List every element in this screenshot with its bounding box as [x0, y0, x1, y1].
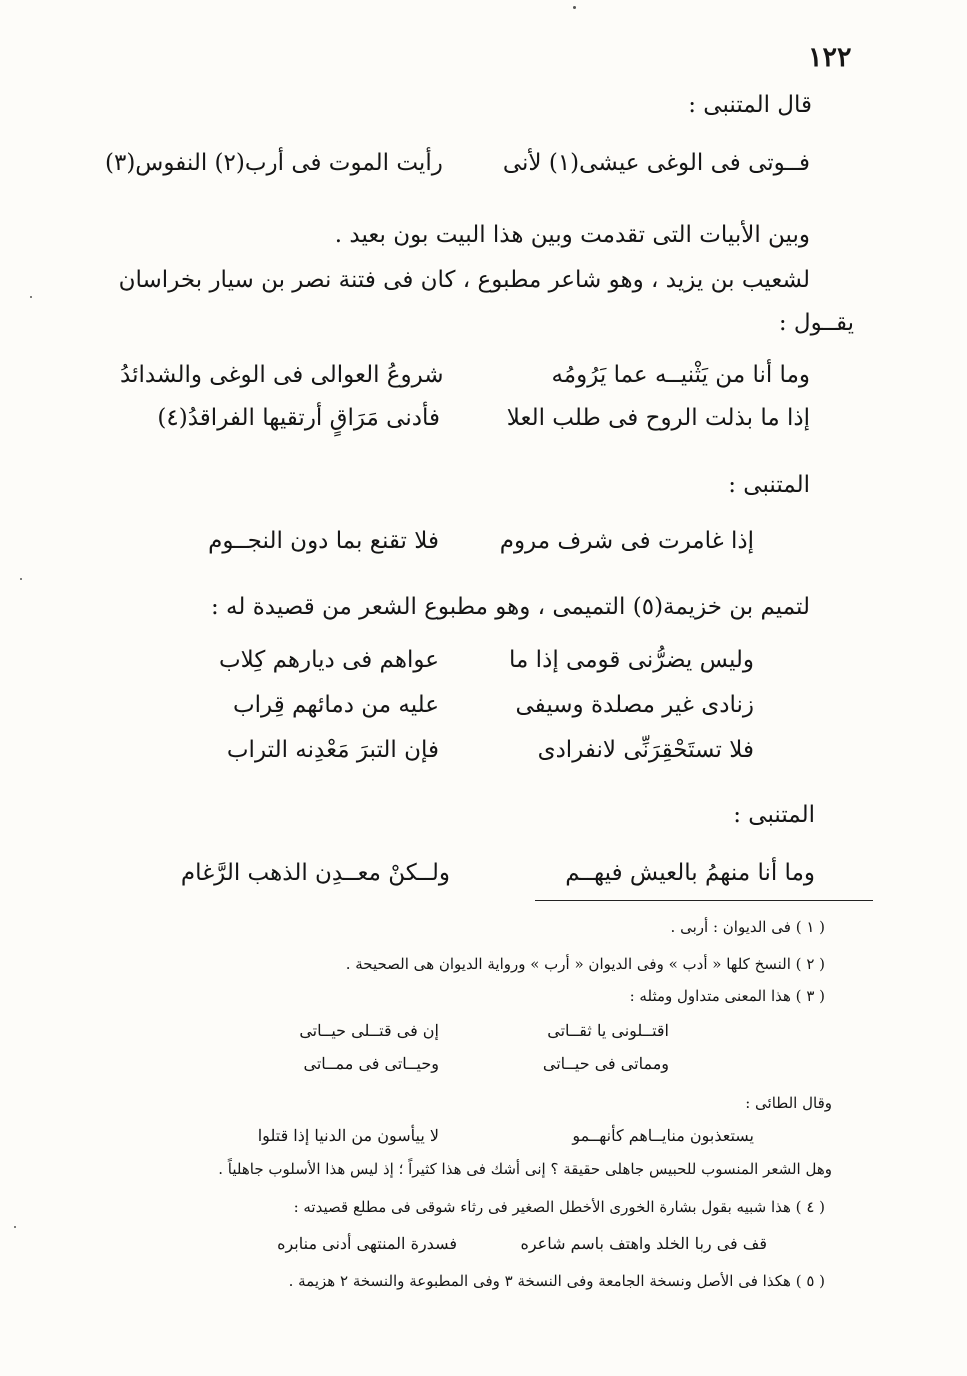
verse-hemistich: إذا ما بذلت الروح فى طلب العلا: [506, 405, 810, 431]
footnote-3-tai: وقال الطائى :: [745, 1094, 832, 1112]
speaker-line: المتنبى :: [728, 472, 810, 498]
verse-hemistich: وحيــاتى فى ممــاتى: [303, 1054, 439, 1073]
verse-hemistich: فأدنى مَرَاقٍ أرتقيها الفراقدُ(٤): [157, 405, 440, 431]
verse-hemistich: لا ييأسون من الدنيا إذا قتلوا: [257, 1126, 439, 1145]
verse-hemistich: قف فى ربا الخلد واهتف باسم شاعره: [520, 1234, 767, 1253]
scan-speck: [30, 296, 32, 298]
verse-hemistich: وليس يضرُّنى قومى إذا ما: [509, 647, 754, 673]
scan-speck: [14, 1226, 16, 1228]
footnote-3: ( ٣ ) هذا المعنى متداول ومثله :: [629, 987, 825, 1005]
footnote-separator: [535, 900, 873, 901]
verse-hemistich: ولــكنْ معــدِن الذهب الرَّغام: [180, 860, 450, 886]
verse-hemistich: فإن التبرَ مَعْدِنه التراب: [226, 737, 439, 763]
speaker-line: المتنبى :: [733, 802, 815, 828]
footnote-3-note: وهل الشعر المنسوب للحبيس جاهلى حقيقة ؟ إنى أشك فى هذا كثيراً ؛ إذ ليس هذا الأسلوب جاهلياً .: [218, 1160, 832, 1178]
footnote-4: ( ٤ ) هذا شبيه بقول بشارة الخورى الأخطل الصغير فى رثاء شوقى فى مطلع قصيدته :: [293, 1198, 825, 1216]
prose-line: يقــول :: [778, 310, 854, 336]
prose-line: وبين الأبيات التى تقدمت وبين هذا البيت بون بعيد .: [334, 222, 810, 248]
speaker-line: قال المتنبى :: [688, 92, 812, 118]
verse-hemistich: اقتــلونى يا ثقــاتى: [547, 1021, 669, 1040]
footnote-2: ( ٢ ) النسخ كلها « أدب » وفى الديوان « أرب » ورواية الديوان هى الصحيحة .: [345, 955, 825, 973]
footnote-5: ( ٥ ) هكذا فى الأصل ونسخة الجامعة وفى النسخة ٣ وفى المطبوعة والنسخة ٢ هزيمة .: [288, 1272, 825, 1290]
verse-hemistich: إذا غامرت فى شرف مروم: [499, 528, 754, 554]
verse-hemistich: عليه من دمائهم قِراب: [233, 692, 439, 718]
prose-line: لتميم بن خزيمة(٥) التميمى ، وهو مطبوع الشعر من قصيدة له :: [210, 594, 810, 620]
footnote-verse: [187, 1233, 767, 1255]
footnote-1: ( ١ ) فى الديوان : أربى .: [670, 918, 825, 936]
scan-speck: [20, 578, 22, 580]
verse-1: [104, 148, 810, 178]
scan-speck: [573, 6, 576, 9]
verse-6: [154, 690, 754, 720]
verse-hemistich: عواهم فى ديارهم كِلاب: [218, 647, 439, 673]
verse-7: [154, 735, 754, 765]
footnote-verse: [174, 1125, 754, 1147]
verse-4: [154, 526, 754, 556]
prose-line: لشعيب بن يزيد ، وهو شاعر مطبوع ، كان فى فتنة نصر بن سيار بخراسان: [118, 267, 810, 293]
verse-hemistich: فسدرة المنتهى أدنى منابره: [277, 1234, 457, 1253]
verse-5: [154, 645, 754, 675]
verse-hemistich: زنادى غير مصلدة وسيفى: [515, 692, 754, 718]
verse-hemistich: فلا تقنع بما دون النجــوم: [208, 528, 439, 554]
verse-2: [120, 360, 810, 390]
footnote-verse: [249, 1020, 669, 1042]
verse-hemistich: فلا تستَحْقِرَنِّى لانفرادى: [537, 737, 754, 763]
verse-8: [115, 858, 815, 888]
verse-hemistich: رأيت الموت فى أرب(٢) النفوس(٣): [104, 150, 443, 176]
verse-hemistich: وما أنا منهمُ بالعيش فيهــم: [565, 860, 815, 886]
verse-hemistich: يستعذبون منايــاهم كأنهــمو: [572, 1126, 754, 1145]
verse-hemistich: إن فى قتــلى حيــاتى: [299, 1021, 439, 1040]
verse-hemistich: وما أنا من يَثْنيــه عما يَرُومُه: [551, 362, 810, 388]
verse-hemistich: ومماتى فى حيــاتى: [542, 1054, 669, 1073]
verse-hemistich: فــوتى فى الوغى عيشى(١) لأنى: [502, 150, 810, 176]
verse-hemistich: شروعُ العوالى فى الوغى والشدائدُ: [120, 362, 444, 388]
page-number: ١٢٢: [808, 42, 852, 73]
verse-3: [120, 403, 810, 433]
footnote-verse: [249, 1053, 669, 1075]
